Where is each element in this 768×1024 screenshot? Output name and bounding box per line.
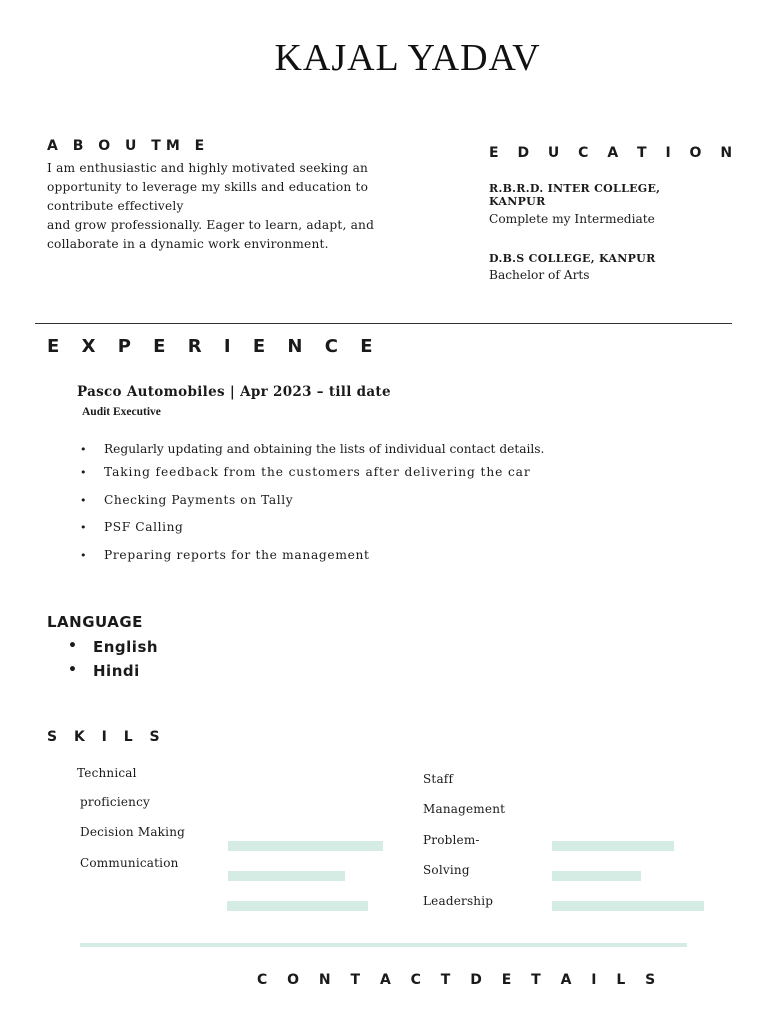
about-line: collaborate in a dynamic work environment. xyxy=(47,237,329,251)
experience-bullet: Taking feedback from the customers after delivering the car xyxy=(104,465,531,479)
skill-bar xyxy=(552,871,641,881)
skill-label: Management xyxy=(423,802,506,816)
bullet-dot: • xyxy=(68,638,77,654)
skill-label: Staff xyxy=(423,772,454,786)
about-text xyxy=(47,159,407,254)
skill-bar xyxy=(228,871,345,881)
bullet-dot: • xyxy=(80,443,87,456)
skill-label: Communication xyxy=(80,856,179,870)
education-degree: Complete my Intermediate xyxy=(489,212,655,226)
about-line: contribute effectively xyxy=(47,199,184,213)
education-school: R.B.R.D. INTER COLLEGE, KANPUR xyxy=(489,182,661,208)
education-degree: Bachelor of Arts xyxy=(489,268,590,282)
bullet-dot: • xyxy=(80,494,87,507)
experience-bullet: Checking Payments on Tally xyxy=(104,493,294,507)
experience-bullet: Preparing reports for the management xyxy=(104,548,370,562)
education-heading: E D U C A T I O N xyxy=(489,145,740,161)
contact-heading: C O N T A C T D E T A I L S xyxy=(257,972,663,988)
skill-label: Solving xyxy=(423,863,470,877)
candidate-name: KAJAL YADAV xyxy=(274,37,541,79)
skill-label: Leadership xyxy=(423,894,494,908)
experience-bullet: PSF Calling xyxy=(104,520,184,534)
about-line: and grow professionally. Eager to learn, adapt, and xyxy=(47,218,375,232)
experience-bullet: Regularly updating and obtaining the lists of individual contact details. xyxy=(104,442,545,456)
about-heading: A B O U TM E xyxy=(47,138,210,154)
skill-label: proficiency xyxy=(80,795,151,809)
skill-label: Problem- xyxy=(423,833,480,847)
bullet-dot: • xyxy=(80,466,87,479)
skill-bar xyxy=(228,841,383,851)
skill-bar xyxy=(552,841,674,851)
skill-label: Decision Making xyxy=(80,825,186,839)
skills-heading: S K I L S xyxy=(47,729,166,745)
job-role: Audit Executive xyxy=(82,406,161,418)
section-divider xyxy=(35,323,732,324)
bullet-dot: • xyxy=(68,662,77,678)
skill-label: Technical xyxy=(77,766,137,780)
about-line: I am enthusiastic and highly motivated seeking an xyxy=(47,161,369,175)
skill-bar xyxy=(552,901,704,911)
job-title: Pasco Automobiles | Apr 2023 – till date xyxy=(77,384,391,400)
about-line: opportunity to leverage my skills and education to xyxy=(47,180,369,194)
skill-bar xyxy=(227,901,368,911)
language-item: Hindi xyxy=(93,662,140,680)
language-item: English xyxy=(93,638,159,656)
experience-heading: E X P E R I E N C E xyxy=(47,336,381,357)
bullet-dot: • xyxy=(80,549,87,562)
language-heading: LANGUAGE xyxy=(47,613,143,631)
bullet-dot: • xyxy=(80,521,87,534)
footer-rule xyxy=(80,943,687,947)
education-school: D.B.S COLLEGE, KANPUR xyxy=(489,252,656,265)
